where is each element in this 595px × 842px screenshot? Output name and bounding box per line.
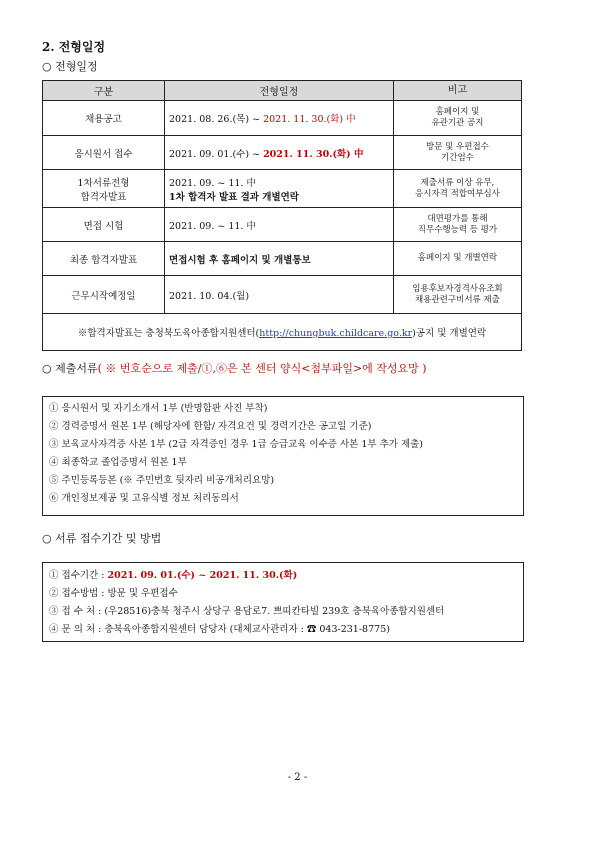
note-line: 대면평가를 통해 (427, 213, 488, 224)
row-category (43, 170, 165, 208)
note-line: 기간엄수 (441, 152, 474, 163)
footnote-link[interactable]: http://chungbuk.childcare.go.kr (259, 328, 413, 339)
footnote-text: )공지 및 개별연락 (412, 328, 487, 339)
row-date: 2021. 10. 04.(월) (165, 276, 394, 314)
date-bold-text: 1차 합격자 발표 결과 개별연락 (169, 191, 299, 203)
documents-heading-note: ( ※ 번호순으로 제출/①,⑥은 본 센터 양식<첨부파일>에 작성요망 ) (97, 362, 427, 375)
reception-box (42, 562, 524, 642)
documents-heading-label: ○ 제출서류 (42, 362, 98, 375)
row-category: 근무시작예정일 (43, 276, 165, 314)
page-number: - 2 - (287, 772, 308, 783)
documents-box (42, 396, 524, 516)
date-red-text: 2021. 11. 30.(화) 中 (263, 114, 356, 125)
row-note (393, 276, 521, 314)
row-note (393, 101, 521, 136)
header-category: 구분 (43, 81, 165, 101)
row-category: 최종 합격자발표 (43, 242, 165, 276)
period-value: 2021. 09. 01.(수) ~ 2021. 11. 30.(화) (107, 570, 298, 581)
list-item: ② 접수방법 : 방문 및 우편접수 (49, 588, 178, 599)
note-line: 유관기관 공지 (431, 118, 484, 128)
category-line: 1차서류전형 (77, 177, 130, 189)
note-line: 직무수행능력 등 평가 (417, 224, 498, 235)
note-line: 채용관련구비서류 제출 (415, 294, 500, 305)
note-line: 임용후보자경격사유조회 (412, 283, 503, 294)
header-schedule: 전형일정 (165, 81, 394, 101)
table-row (43, 170, 522, 208)
row-note (393, 136, 521, 170)
table-footnote-row (43, 314, 522, 351)
date-text: 2021. 09. 01.(수) ~ (169, 148, 264, 160)
list-item: ① 응시원서 및 자기소개서 1부 (반명함판 사진 부착) (49, 403, 268, 414)
row-note (393, 242, 521, 276)
table-row (43, 276, 522, 314)
table-row (43, 208, 522, 242)
row-note (393, 170, 521, 208)
schedule-heading: ○ 전형일정 (42, 60, 98, 73)
date-text: 2021. 08. 26.(목) ~ (169, 114, 264, 125)
list-item: ⑥ 개인정보제공 및 고유식별 정보 처리동의서 (49, 493, 239, 504)
category-line: 합격자발표 (80, 191, 127, 203)
footnote-text: ※합격자발표는 충청북도육아종합지원센터( (77, 328, 260, 339)
list-item (43, 567, 523, 585)
list-item: ④ 최종학교 졸업증명서 원본 1부 (49, 457, 187, 468)
table-footnote (43, 314, 522, 351)
note-line: 응시자격 적합여부심사 (415, 188, 500, 199)
note-line: 제출서류 이상 유무, (420, 177, 495, 188)
table-row (43, 242, 522, 276)
list-item: ③ 보육교사자격증 사본 1부 (2급 자격증인 경우 1급 승급교육 이수증 사본 1부 추가 제출) (49, 439, 424, 450)
documents-heading (42, 360, 427, 376)
row-category: 채용공고 (43, 101, 165, 136)
reception-heading: ○ 서류 접수기간 및 방법 (42, 532, 162, 545)
row-date (165, 136, 394, 170)
note-line: 홈페이지 및 (435, 107, 480, 117)
date-text: 2021. 09. ~ 11. 中 (169, 177, 256, 189)
header-note: 비고 (393, 81, 521, 101)
row-category: 응시원서 접수 (43, 136, 165, 170)
table-header-row (43, 81, 522, 101)
list-item: ② 경력증명서 원본 1부 (해당자에 한함/ 자격요건 및 경력기간은 공고일 기준) (49, 421, 372, 432)
table-row (43, 101, 522, 136)
schedule-table (42, 80, 522, 351)
table-row (43, 136, 522, 170)
date-red-text: 2021. 11. 30.(화) 中 (263, 148, 364, 160)
row-date: 2021. 09. ~ 11. 中 (165, 208, 394, 242)
row-date (165, 170, 394, 208)
row-date: 면접시험 후 홈페이지 및 개별통보 (165, 242, 394, 276)
row-date (165, 101, 394, 136)
row-category: 면접 시험 (43, 208, 165, 242)
note-line: 홈페이지 및 개별연락 (417, 253, 498, 263)
period-label: ① 접수기간 : (49, 570, 108, 581)
list-item: ④ 문 의 처 : 충북육아종합지원센터 담당자 (대체교사관리자 : ☎ 043-231-8775) (49, 624, 390, 635)
note-line: 방문 및 우편접수 (426, 141, 489, 152)
list-item: ⑤ 주민등록등본 (※ 주민번호 뒷자리 비공개처리요망) (49, 475, 275, 486)
section-title: 2. 전형일정 (42, 40, 106, 54)
list-item: ③ 접 수 처 : (우28516)충북 청주시 상당구 용담로7. 쁘띠칸타빌 239호 충북육아종합지원센터 (49, 606, 445, 617)
row-note (393, 208, 521, 242)
